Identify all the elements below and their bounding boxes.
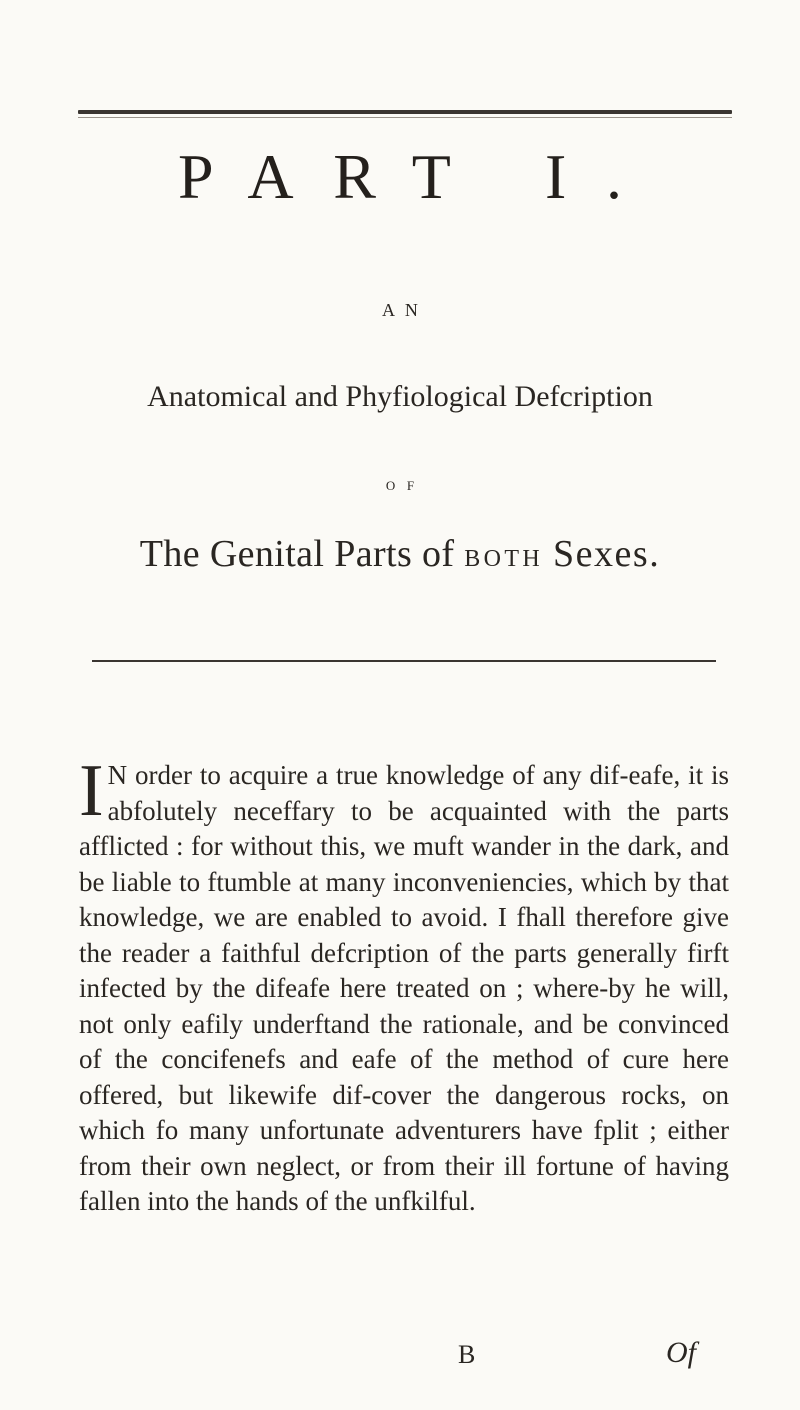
middle-rule <box>92 660 716 662</box>
heading-prefix: The Genital Parts of <box>139 533 465 575</box>
drop-cap: I <box>79 750 104 832</box>
body-paragraph <box>79 750 729 1220</box>
an-label: AN <box>382 300 428 320</box>
of-label: OF <box>385 478 426 493</box>
top-rule <box>78 110 732 114</box>
signature-mark: B <box>458 1340 476 1369</box>
top-rule-thin <box>78 117 732 118</box>
part-title: PART I. <box>177 141 662 212</box>
heading-small-caps: BOTH <box>464 546 544 572</box>
subtitle: Anatomical and Phyfiological Defcription <box>147 380 653 413</box>
section-heading <box>0 532 800 576</box>
heading-suffix: Sexes. <box>552 533 661 575</box>
paragraph-text: N order to acquire a true knowledge of any dif-eafe, it is abfolutely neceffary to be acquainted with the parts afflicted : for without this, we muft wander in the dark, and be liable to ftumble at many inconveniencies, which by that knowledge, we are enabled to avoid. I fhall therefore give the reader a faithful defcription of the parts generally firft infected by the difeafe here treated on ; where-by he will, not only eafily underftand the rationale, and be convinced of the concifenefs and eafe of the method of cure here offered, but likewife dif-cover the dangerous rocks, on which fo many unfortunate adventurers have fplit ; either from their own neglect, or from their ill fortune of having fallen into the hands of the unfkilful. <box>79 760 729 1216</box>
catchword: Of <box>666 1336 696 1369</box>
